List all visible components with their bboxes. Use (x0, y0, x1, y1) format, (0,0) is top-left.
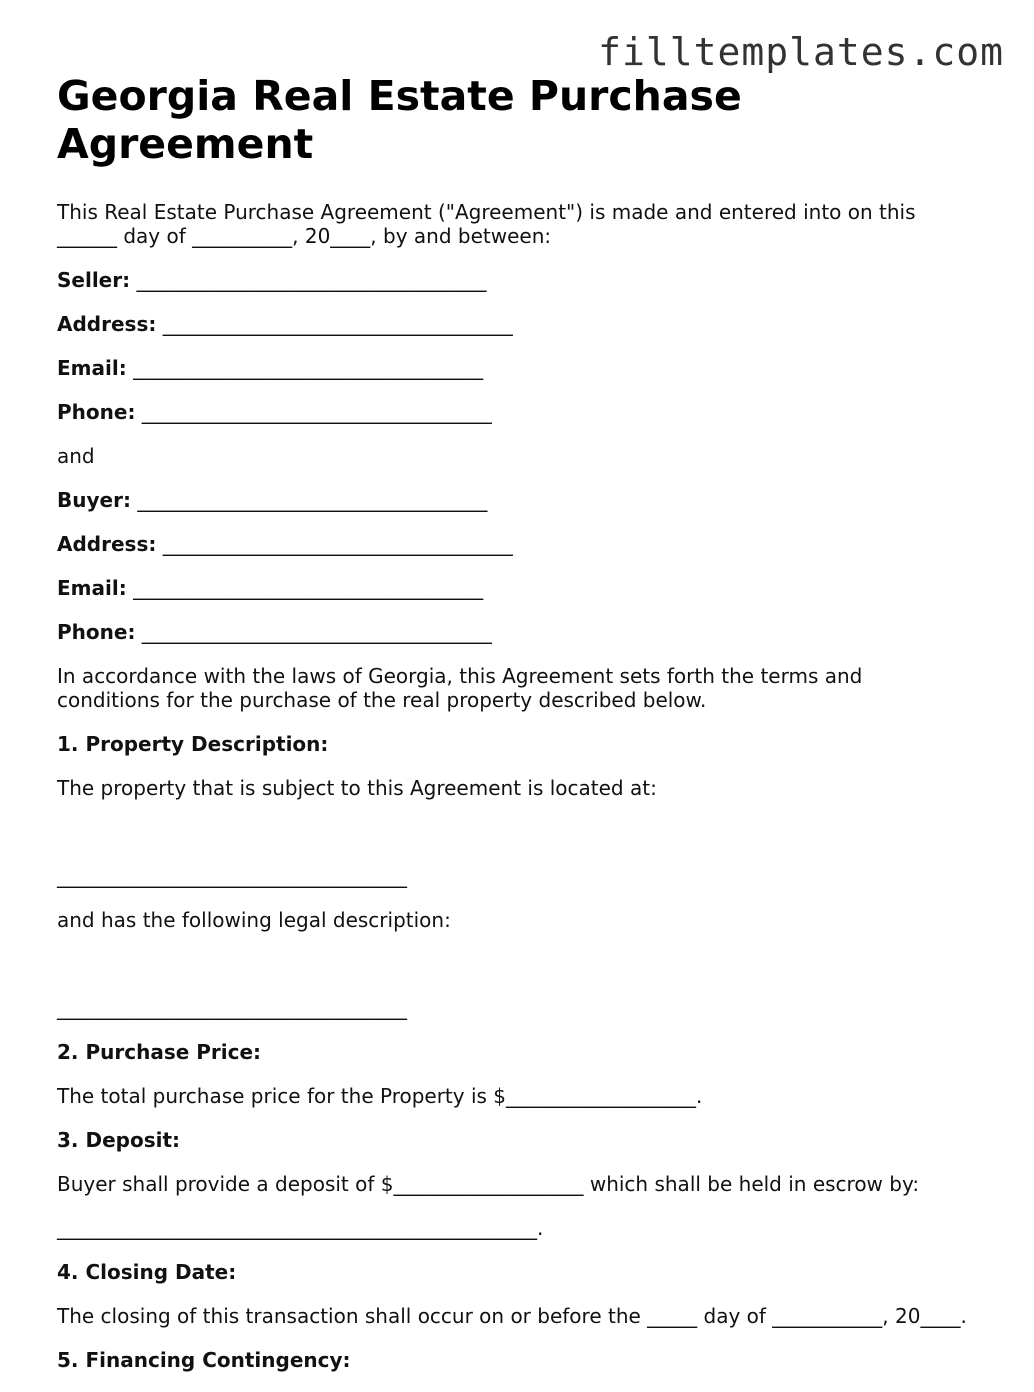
seller-name-field[interactable] (57, 268, 987, 292)
legal-description-blank[interactable]: ___________________________________ (57, 996, 407, 1020)
section-heading-financing: 5. Financing Contingency: (57, 1348, 351, 1372)
field-label: Phone: (57, 620, 136, 644)
deposit-text[interactable]: Buyer shall provide a deposit of $___________________ which shall be held in escrow by: (57, 1172, 920, 1196)
section-heading-deposit: 3. Deposit: (57, 1128, 181, 1152)
field-label: Address: (57, 532, 157, 556)
field-blank: ___________________________________ (133, 576, 484, 600)
field-blank: ___________________________________ (162, 532, 513, 556)
field-label: Email: (57, 576, 127, 600)
accordance-line-2: conditions for the purchase of the real property described below. (57, 688, 707, 712)
field-blank: ___________________________________ (136, 268, 487, 292)
section-heading-closing: 4. Closing Date: (57, 1260, 237, 1284)
spacer (57, 820, 987, 844)
field-blank: ___________________________________ (137, 488, 488, 512)
seller-email-field[interactable] (57, 356, 987, 380)
field-blank: ___________________________________ (162, 312, 513, 336)
purchase-price-text[interactable]: The total purchase price for the Property is $___________________. (57, 1084, 703, 1108)
field-label: Email: (57, 356, 127, 380)
watermark: filltemplates.com (598, 30, 1004, 74)
buyer-name-field[interactable] (57, 488, 987, 512)
seller-address-field[interactable] (57, 312, 987, 336)
closing-date-text[interactable]: The closing of this transaction shall occur on or before the _____ day of ___________, 20____. (57, 1304, 967, 1328)
document-title: Georgia Real Estate Purchase Agreement (57, 72, 742, 168)
field-blank: ___________________________________ (133, 356, 484, 380)
field-label: Phone: (57, 400, 136, 424)
document-page (57, 72, 987, 1392)
accordance-line-1: In accordance with the laws of Georgia, this Agreement sets forth the terms and (57, 664, 863, 688)
field-blank: ___________________________________ (141, 400, 492, 424)
field-blank: ___________________________________ (141, 620, 492, 644)
buyer-email-field[interactable] (57, 576, 987, 600)
legal-description-text: and has the following legal description: (57, 908, 451, 932)
property-address-blank[interactable]: ___________________________________ (57, 864, 407, 888)
intro-line-2: ______ day of __________, 20____, by and between: (57, 224, 552, 248)
escrow-holder-blank[interactable]: ________________________________________________. (57, 1216, 544, 1240)
spacer (57, 952, 987, 976)
property-location-text: The property that is subject to this Agreement is located at: (57, 776, 657, 800)
field-label: Address: (57, 312, 157, 336)
section-heading-property: 1. Property Description: (57, 732, 329, 756)
and-text: and (57, 444, 95, 468)
field-label: Buyer: (57, 488, 131, 512)
buyer-phone-field[interactable] (57, 620, 987, 644)
buyer-address-field[interactable] (57, 532, 987, 556)
section-heading-price: 2. Purchase Price: (57, 1040, 262, 1064)
field-label: Seller: (57, 268, 131, 292)
seller-phone-field[interactable] (57, 400, 987, 424)
intro-line-1: This Real Estate Purchase Agreement ("Agreement") is made and entered into on this (57, 200, 916, 224)
